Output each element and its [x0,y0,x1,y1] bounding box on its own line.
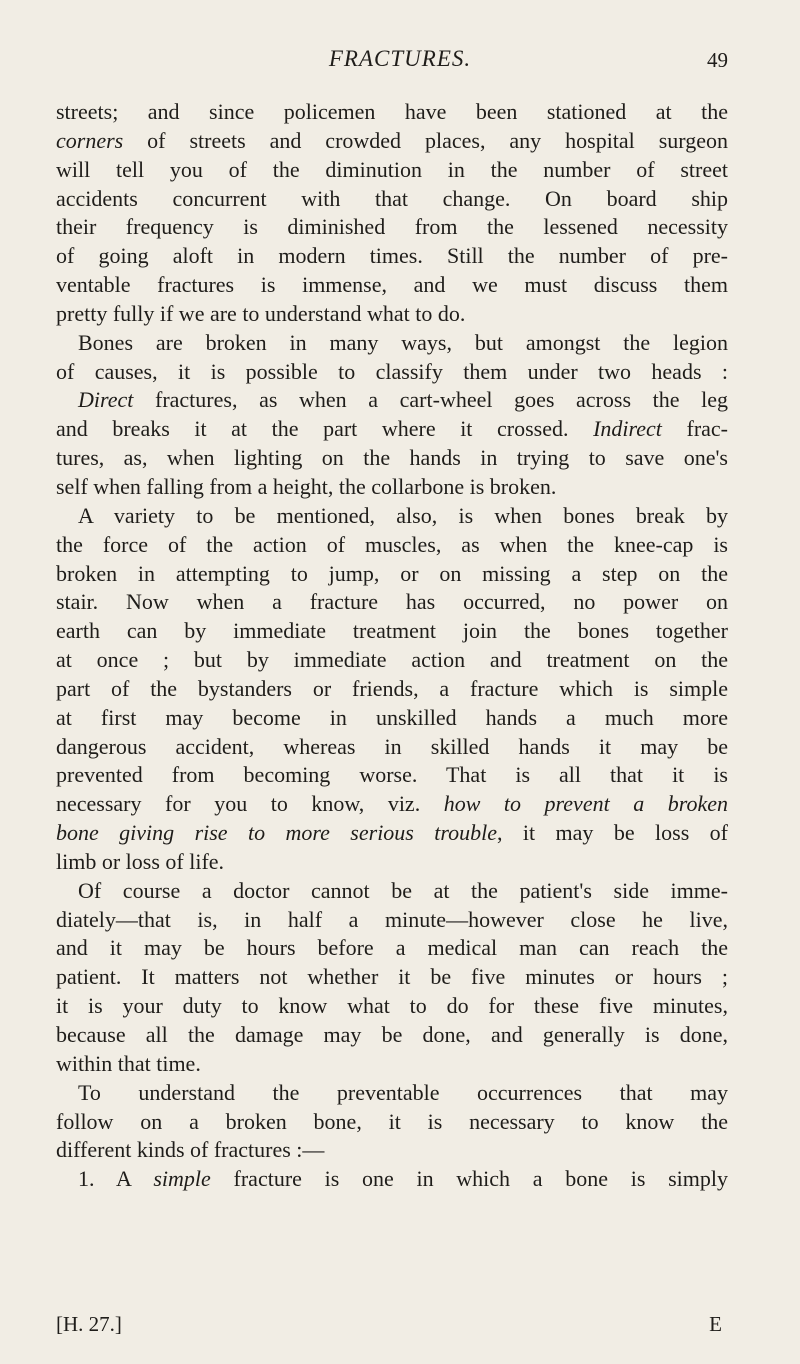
page-number: 49 [707,48,728,72]
text-line: corners of streets and crowded places, any hospital surgeon [56,127,728,153]
italic-term: Indirect [593,416,662,442]
text-line: diately—that is, in half a minute—however close he live, [56,906,728,932]
text-line: because all the damage may be done, and generally is done, [56,1022,728,1047]
text-line: 1. A simple fracture is one in which a bone is simply [78,1166,728,1192]
italic-term: corners [56,127,124,153]
text-line: Bones are broken in many ways, but amongst the legion [78,329,728,355]
text-line: dangerous accident, whereas in skilled hands it may be [56,733,728,759]
page-footer [56,1312,728,1338]
text-line: patient. It matters not whether it be five minutes or hours ; [56,964,728,990]
text-line: limb or loss of life. [56,848,225,874]
text-line: within that time. [56,1050,201,1076]
text-line: of causes, it is possible to classify them under two heads : [56,358,728,384]
text-line: of going aloft in modern times. Still the number of pre- [56,243,728,269]
text-line: streets; and since policemen have been stationed at the [56,99,728,124]
text-line: follow on a broken bone, it is necessary to know the [56,1108,728,1134]
signature-mark: [H. 27.] [56,1312,122,1336]
text-line: necessary for you to know, viz. how to prevent a broken [56,791,728,817]
text-line: Of course a doctor cannot be at the patient's side imme- [78,877,728,903]
body-text [56,98,728,1194]
text-line: it is your duty to know what to do for these five minutes, [56,993,728,1019]
running-title: FRACTURES. [328,46,472,71]
text-line: pretty fully if we are to understand what to do. [56,300,466,326]
text-line: at once ; but by immediate action and treatment on the [56,647,728,673]
text-line: tures, as, when lighting on the hands in trying to save one's [56,445,728,471]
text-line: will tell you of the diminution in the number of street [56,156,728,182]
text-line: To understand the preventable occurrences that may [78,1079,728,1105]
text-line: different kinds of fractures :— [56,1137,325,1163]
italic-term: how to prevent a broken [443,791,728,817]
italic-term: bone giving rise to more serious trouble [56,820,498,846]
text-line: earth can by immediate treatment join the bones together [56,618,728,644]
italic-term: simple [153,1166,211,1192]
text-line: part of the bystanders or friends, a fracture which is simple [56,675,728,701]
text-line: and it may be hours before a medical man can reach the [56,935,728,961]
text-line: their frequency is diminished from the lessened necessity [56,214,728,240]
page-header [0,46,800,86]
text-line: Direct fractures, as when a cart-wheel goes across the leg [78,387,728,413]
signature-letter: E [709,1312,722,1336]
text-line: the force of the action of muscles, as when the knee-cap is [56,531,728,557]
text-line: at first may become in unskilled hands a much more [56,704,728,730]
text-line: broken in attempting to jump, or on missing a step on the [56,560,728,586]
text-line: ventable fractures is immense, and we must discuss them [56,272,728,298]
text-line: prevented from becoming worse. That is all that it is [56,762,728,788]
italic-term: Direct [78,387,134,413]
text-line: and breaks it at the part where it crossed. Indirect frac- [56,416,728,442]
text-line: stair. Now when a fracture has occurred, no power on [56,589,728,615]
text-line: A variety to be mentioned, also, is when bones break by [78,502,728,528]
text-line: bone giving rise to more serious trouble, it may be loss of [56,820,728,846]
text-line: self when falling from a height, the collarbone is broken. [56,473,557,499]
text-line: accidents concurrent with that change. On board ship [56,185,728,211]
